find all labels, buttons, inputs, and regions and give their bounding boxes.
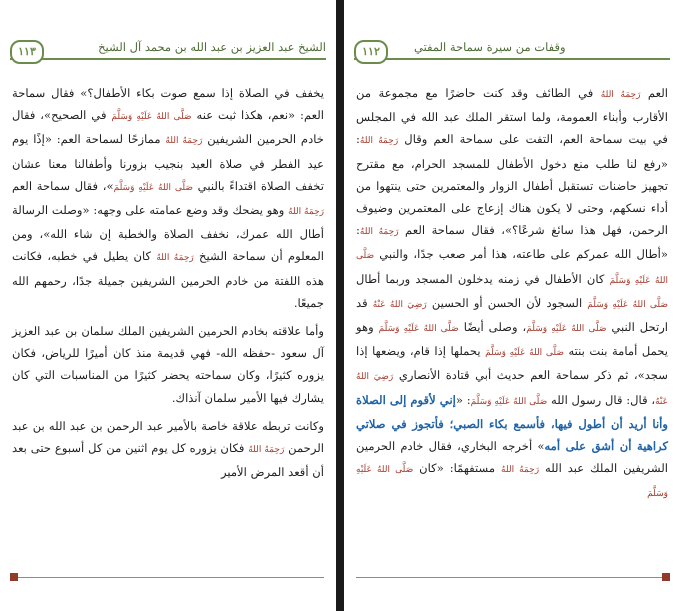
text-run: يحملها إذا قام، ويضعها إذا سجد»، ثم ذكر سماحة العم حديث أبي قتادة الأنصاري (356, 344, 668, 383)
footer-rule (356, 577, 668, 578)
right-page-body (356, 82, 668, 506)
page-number: ١١٣ (10, 40, 44, 64)
right-page-header (354, 40, 670, 62)
paragraph (12, 320, 324, 409)
text-run: مستفهمًا: «كان (413, 461, 502, 476)
page-number: ١١٢ (354, 40, 388, 64)
text-run: : «رفع لنا طلب منع دخول الأطفال للمسجد الحرام، مع مقترح تجهيز حاضنات تستقبل أطفال الزوار والمعتمرين حتى ينتهوا من أداء نسكهم، وحتى لا يكون هناك إزعاج على المعتمرين وضيوف الرحمن، فهل هذا سائغ شرعًا؟»، فقال سماحة العم (356, 132, 668, 238)
text-run: كان يطيل في خطبه، فكانت هذه اللفتة من خادم الحرمين الشريفين جميلة جدًا، رحمهم الله جميعًا. (12, 249, 324, 310)
text-run: في الطائف وقد كنت حاضرًا مع مجموعة من الأقارب وأبناء العمومة، ولما استقر الملك عبد الله في المجلس في بيت سماحة العم، التفت على سماحة العم وقال (356, 86, 668, 147)
book-gutter (336, 0, 344, 611)
text-run: وهو يضحك وقد وضع عمامته على وجهه: «وصلت الرسالة أطال الله عمرك، نخفف الصلاة والخطبة إن شاء الله»، ومن المعلوم أن سماحة الشيخ (12, 203, 324, 264)
left-page-body (12, 82, 324, 483)
running-head: وقفات من سيرة سماحة المفتي (414, 40, 566, 54)
honorific: رَحِمَهُ اللهُ (359, 136, 399, 147)
honorific: صَلَّى اللهُ عَلَيْهِ وَسَلَّمَ (470, 396, 548, 407)
honorific: صَلَّى اللهُ عَلَيْهِ وَسَلَّمَ (526, 324, 607, 335)
text-run: كان الأطفال في زمنه يدخلون المسجد وربما أطال (356, 271, 610, 286)
honorific: رَحِمَهُ اللهُ (248, 445, 285, 456)
text-run: العم (640, 86, 668, 100)
honorific: رَحِمَهُ اللهُ (288, 207, 324, 218)
text-run: : « (455, 392, 471, 407)
header-rule (354, 58, 670, 60)
left-page (0, 0, 336, 611)
honorific: رَحِمَهُ اللهُ (600, 90, 641, 100)
honorific: رَحِمَهُ اللهُ (359, 227, 399, 238)
hadith-quote: إني لأقوم إلى الصلاة وأنا أريد أن أطول فيها، فأسمع بكاء الصبي؛ فأتجوز في صلاتي كراهية أن أشق على أمه (356, 392, 668, 454)
text-run: وأما علاقته بخادم الحرمين الشريفين الملك سلمان بن عبد العزيز آل سعود -حفظه الله- فهي قديمة منذ كان أميرًا للرياض، فكان يزوره كثيرًا، وكان سماحته يحضر كثيرًا من المناسبات التي كان يشارك فيها الأمير سلمان آنذاك. (12, 324, 324, 405)
honorific: رَحِمَهُ اللهُ (156, 253, 194, 264)
honorific: صَلَّى اللهُ عَلَيْهِ وَسَلَّمَ (113, 182, 194, 193)
footer-ornament (10, 573, 18, 581)
paragraph (356, 82, 668, 506)
footer-rule (12, 577, 324, 578)
text-run: ممازحًا لسماحة العم: «إذًا يوم عيد الفطر في صلاة العيد بنجيب بزورنا وأطفالنا معنا عشان تخفف الصلاة اقتداءً بالنبي (12, 132, 325, 193)
text-run: : «أطال الله عمركم على طاعته، هذا أمر صعب جدًا، والنبي (356, 223, 668, 262)
text-run: السجود لأن الحسن أو الحسين (426, 295, 588, 310)
paragraph (12, 415, 324, 484)
paragraph (12, 82, 324, 314)
honorific: رَضِيَ اللهُ عَنْهُ (356, 372, 669, 407)
header-rule (10, 58, 326, 60)
left-page-header (10, 40, 326, 62)
right-page (344, 0, 680, 611)
honorific: صَلَّى اللهُ عَلَيْهِ وَسَلَّمَ (356, 465, 668, 500)
footer-ornament (662, 573, 670, 581)
text-run: قد ارتحل النبي (356, 295, 669, 335)
text-run: وهو يحمل أمامة بنت بنته (356, 320, 669, 359)
text-run: » أخرجه البخاري، فقال خادم الحرمين الشريفين الملك عبد الله (356, 439, 668, 476)
honorific: رَضِيَ اللهُ عَنْهُ (372, 299, 427, 310)
text-run: يخفف في الصلاة إذا سمع صوت بكاء الأطفال؟» فقال سماحة العم: «نعم، هكذا ثبت عنه (12, 86, 325, 123)
honorific: صَلَّى اللهُ عَلَيْهِ وَسَلَّمَ (587, 299, 669, 310)
honorific: رَحِمَهُ اللهُ (501, 465, 540, 476)
running-head: الشيخ عبد العزيز بن عبد الله بن محمد آل الشيخ (98, 40, 326, 54)
honorific: صَلَّى اللهُ عَلَيْهِ وَسَلَّمَ (356, 251, 668, 286)
text-run: ، قال: قال رسول الله (547, 392, 656, 407)
honorific: صَلَّى اللهُ عَلَيْهِ وَسَلَّمَ (378, 324, 459, 335)
text-run: فكان يزوره كل يوم اثنين من كل أسبوع حتى بعد أن أقعد المرض الأمير (12, 441, 324, 480)
honorific: رَحِمَهُ اللهُ (165, 136, 203, 147)
text-run: في الصحيح»، فقال خادم الحرمين الشريفين (12, 108, 324, 147)
honorific: صَلَّى اللهُ عَلَيْهِ وَسَلَّمَ (485, 348, 564, 359)
honorific: صَلَّى اللهُ عَلَيْهِ وَسَلَّمَ (111, 112, 192, 123)
text-run: »، فقال سماحة العم (12, 178, 114, 193)
text-run: وكانت تربطه علاقة خاصة بالأمير عبد الرحمن بن عبد الله بن عبد الرحمن (12, 418, 324, 456)
text-run: ، وصلى أيضًا (458, 320, 527, 335)
